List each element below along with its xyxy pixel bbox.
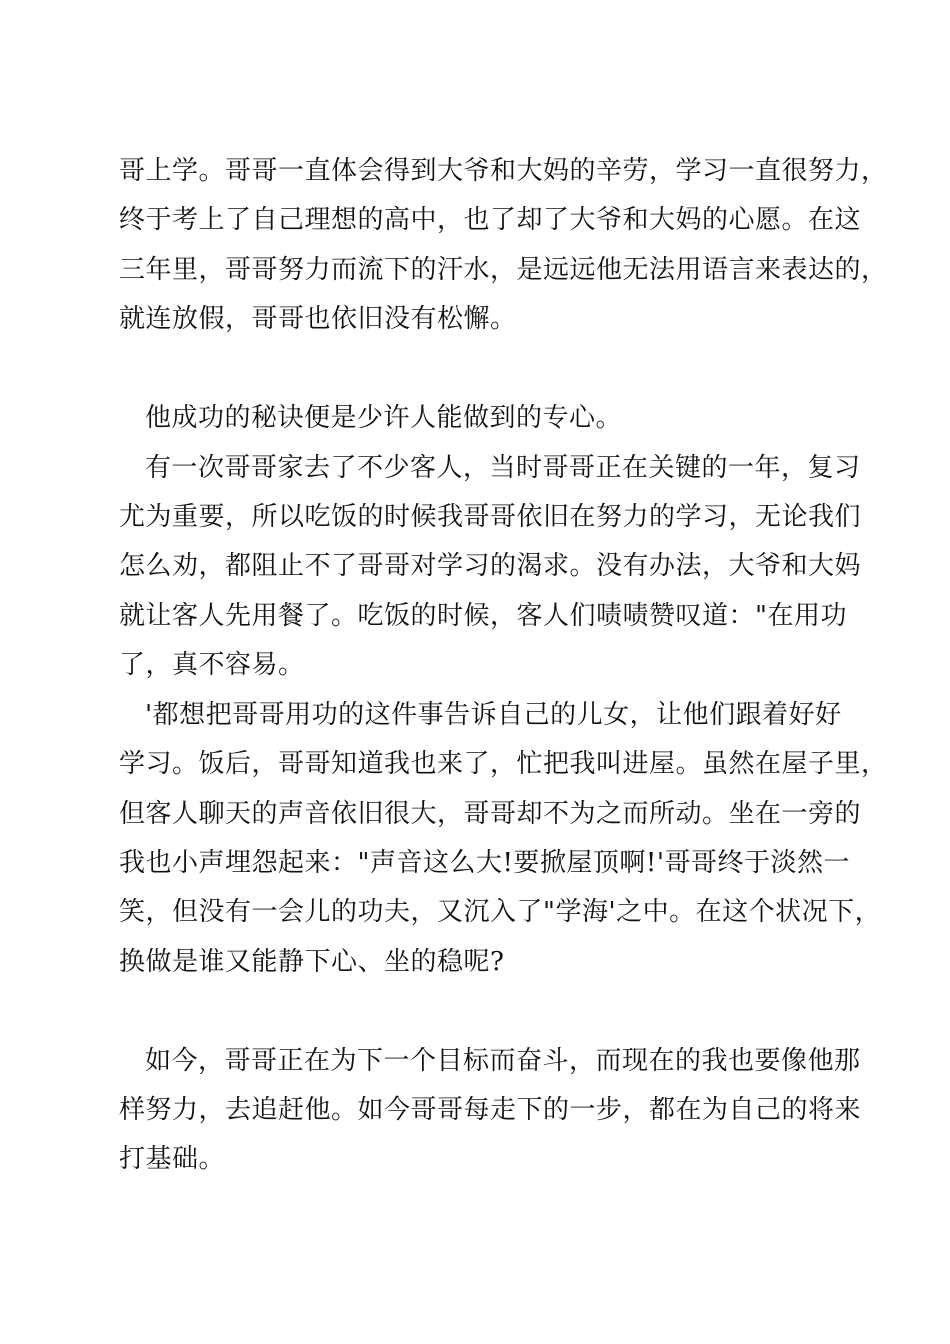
paragraph-3-line-5: 了，真不容易。 xyxy=(119,650,305,680)
paragraph-4-line-4: 我也小声埋怨起来："声音这么大!要掀屋顶啊!'哥哥终于淡然一 xyxy=(119,848,851,878)
paragraph-1-line-3: 三年里，哥哥努力而流下的汗水，是远远他无法用语言来表达的， xyxy=(119,255,888,285)
paragraph-1-line-4: 就连放假，哥哥也依旧没有松懈。 xyxy=(119,304,517,334)
paragraph-4-line-3: 但客人聊天的声音依旧很大，哥哥却不为之而所动。坐在一旁的 xyxy=(119,799,862,829)
paragraph-1-line-2: 终于考上了自己理想的高中，也了却了大爷和大妈的心愿。在这 xyxy=(119,205,862,235)
paragraph-1-line-1: 哥上学。哥哥一直体会得到大爷和大妈的辛劳，学习一直很努力， xyxy=(119,156,888,186)
paragraph-5-line-1: 如今，哥哥正在为下一个目标而奋斗，而现在的我也要像他那 xyxy=(145,1046,861,1076)
paragraph-5-line-3: 打基础。 xyxy=(119,1144,226,1174)
paragraph-3-line-4: 就让客人先用餐了。吃饭的时候，客人们啧啧赞叹道："在用功 xyxy=(119,601,847,631)
paragraph-4-line-2: 学习。饭后，哥哥知道我也来了，忙把我叫进屋。虽然在屋子里， xyxy=(119,749,888,779)
paragraph-5-line-2: 样努力，去追赶他。如今哥哥每走下的一步，都在为自己的将来 xyxy=(119,1095,862,1125)
paragraph-4-line-6: 换做是谁又能静下心、坐的稳呢? xyxy=(119,947,505,977)
paragraph-2-line-1: 他成功的秘诀便是少许人能做到的专心。 xyxy=(145,403,623,433)
paragraph-4-line-1: '都想把哥哥用功的这件事告诉自己的儿女，让他们跟着好好 xyxy=(145,700,842,730)
paragraph-4-line-5: 笑，但没有一会儿的功夫，又沉入了"学海'之中。在这个状况下， xyxy=(119,897,882,927)
paragraph-3-line-2: 尤为重要，所以吃饭的时候我哥哥依旧在努力的学习，无论我们 xyxy=(119,502,862,532)
paragraph-3-line-1: 有一次哥哥家去了不少客人，当时哥哥正在关键的一年，复习 xyxy=(145,453,861,483)
paragraph-3-line-3: 怎么劝，都阻止不了哥哥对学习的渴求。没有办法，大爷和大妈 xyxy=(119,551,862,581)
